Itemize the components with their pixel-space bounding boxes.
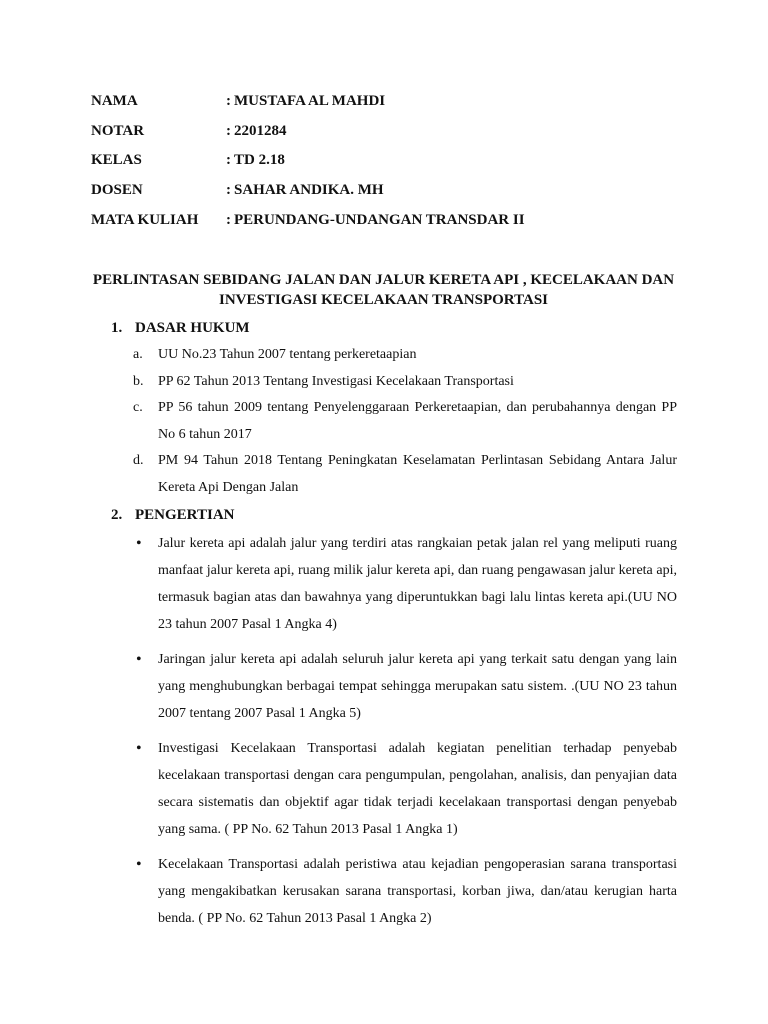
list-item — [133, 395, 677, 448]
info-separator: : — [226, 211, 231, 228]
info-separator: : — [226, 93, 231, 109]
info-label: DOSEN — [91, 182, 143, 199]
info-label: NOTAR — [91, 122, 145, 139]
info-label: KELAS — [91, 152, 142, 169]
title-line-1: PERLINTASAN SEBIDANG JALAN DAN JALUR KERETA API , KECELAKAAN DAN — [92, 272, 675, 288]
list-item — [133, 448, 677, 501]
info-row-dosen — [91, 180, 525, 210]
bullet-icon: • — [136, 651, 142, 668]
info-value: MUSTAFA AL MAHDI — [234, 93, 386, 109]
info-label: NAMA — [91, 93, 138, 109]
list-item-text: Investigasi Kecelakaan Transportasi adalah kegiatan penelitian terhadap penyebab kecelakaan transportasi dengan cara pengumpulan, pengolahan, analisis, dan penyajian data secara sistematis dan objektif agar tidak terjadi kecelakaan transportasi dengan penyebab yang sama. ( PP No. 62 Tahun 2013 Pasal 1 Angka 1) — [158, 741, 677, 837]
info-separator: : — [226, 122, 231, 139]
info-value: SAHAR ANDIKA. MH — [234, 182, 384, 199]
list-item — [133, 646, 677, 727]
definitions-list — [133, 530, 677, 940]
info-value: 2201284 — [234, 122, 287, 139]
list-item — [133, 735, 677, 843]
document-title — [91, 270, 676, 310]
legal-basis-list — [133, 342, 677, 501]
info-row-kelas — [91, 150, 525, 180]
list-item-text: Kecelakaan Transportasi adalah peristiwa atau kejadian pengoperasian sarana transportasi yang mengakibatkan kerusakan sarana transportasi, korban jiwa, dan/atau kerugian harta benda. ( PP No. 62 Tahun 2013 Pasal 1 Angka 2) — [158, 857, 677, 926]
list-marker: a. — [133, 347, 143, 362]
section-number: 2. — [111, 507, 123, 523]
list-item-text: PP 56 tahun 2009 tentang Penyelenggaraan Perkeretaapian, dan perubahannya dengan PP No 6 tahun 2017 — [158, 400, 677, 442]
list-item — [133, 530, 677, 638]
list-item — [133, 851, 677, 932]
info-label: MATA KULIAH — [91, 211, 199, 228]
section-number: 1. — [111, 320, 123, 336]
list-marker: d. — [133, 453, 144, 468]
list-item-text: PM 94 Tahun 2018 Tentang Peningkatan Keselamatan Perlintasan Sebidang Antara Jalur Kereta Api Dengan Jalan — [158, 453, 677, 495]
info-separator: : — [226, 152, 231, 169]
info-row-nama — [91, 91, 525, 121]
section-heading-dasar-hukum — [111, 318, 250, 338]
list-item — [133, 342, 677, 369]
list-item-text: Jalur kereta api adalah jalur yang terdiri atas rangkaian petak jalan rel yang meliputi ruang manfaat jalur kereta api, ruang milik jalur kereta api, dan ruang pengawasan jalur kereta api, termasuk bagian atas dan bawahnya yang diperuntukkan bagi lalu lintas kereta api.(UU NO 23 tahun 2007 Pasal 1 Angka 4) — [158, 536, 677, 632]
info-separator: : — [226, 182, 231, 199]
bullet-icon: • — [136, 740, 142, 757]
section-title: PENGERTIAN — [135, 507, 235, 523]
section-heading-pengertian — [111, 505, 235, 525]
list-item-text: Jaringan jalur kereta api adalah seluruh jalur kereta api yang terkait satu dengan yang lain yang menghubungkan berbagai tempat sehingga merupakan satu sistem. .(UU NO 23 tahun 2007 tentang 2007 Pasal 1 Angka 5) — [158, 652, 677, 721]
bullet-icon: • — [136, 856, 142, 873]
list-item-text: UU No.23 Tahun 2007 tentang perkeretaapian — [158, 347, 417, 362]
student-info — [91, 91, 525, 239]
title-line-2: INVESTIGASI KECELAKAAN TRANSPORTASI — [219, 292, 548, 308]
list-item — [133, 369, 677, 396]
list-marker: c. — [133, 400, 143, 415]
list-marker: b. — [133, 373, 144, 389]
info-value: PERUNDANG-UNDANGAN TRANSDAR II — [234, 211, 525, 228]
section-title: DASAR HUKUM — [135, 320, 250, 336]
bullet-icon: • — [136, 535, 142, 552]
list-item-text: PP 62 Tahun 2013 Tentang Investigasi Kecelakaan Transportasi — [158, 373, 514, 389]
info-row-mata-kuliah — [91, 210, 525, 240]
info-row-notar — [91, 121, 525, 151]
info-value: TD 2.18 — [234, 152, 285, 169]
